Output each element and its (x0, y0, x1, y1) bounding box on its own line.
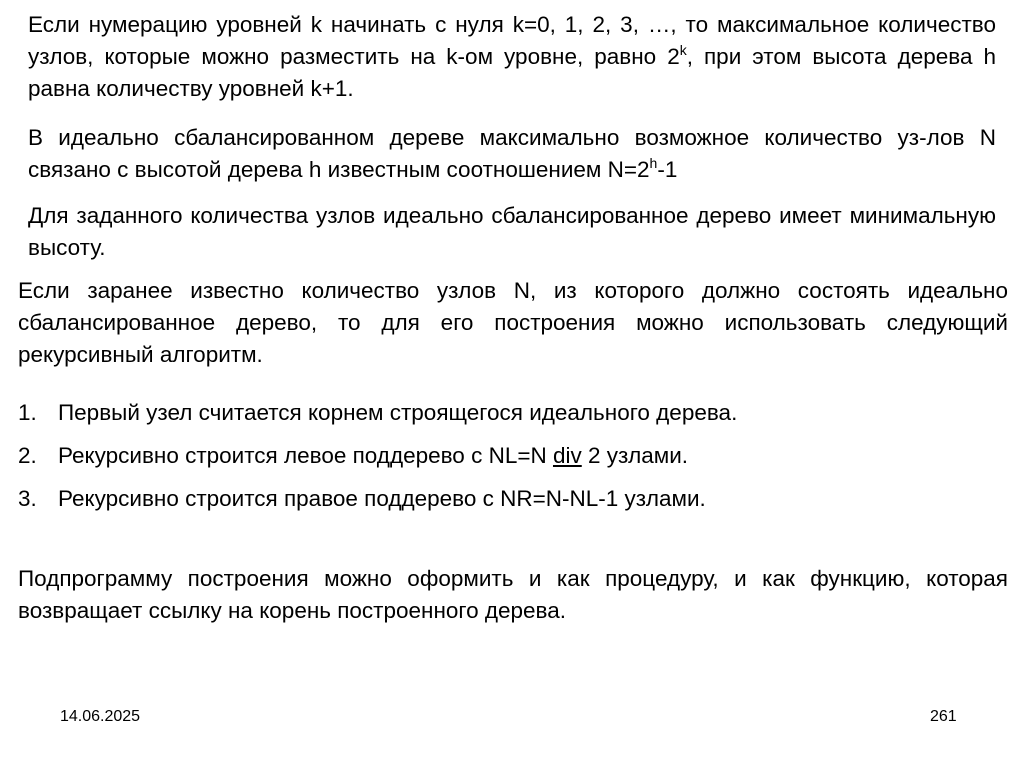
footer-date: 14.06.2025 (60, 708, 141, 725)
paragraph-subprogram: Подпрограмму построения можно оформить и как процедуру, и как функцию, которая возвращает ссылку на корень построенного дерева. (18, 566, 1008, 623)
paragraph-levels-text-b: , при этом высота дерева h равна количеству уровней k+1. (28, 44, 996, 101)
list-item-number: 1. (18, 400, 37, 425)
list-item-text: Рекурсивно строится правое поддерево с NR=N-NL-1 узлами. (58, 486, 706, 511)
paragraph-min-height: Для заданного количества узлов идеально сбалансированное дерево имеет минимальную высоту. (28, 203, 996, 260)
list-item (18, 440, 1008, 472)
paragraph-balanced-text-a: В идеально сбалансированном дереве максимально возможное количество уз-лов N связано с высотой дерева h известным соотношением N=2 (28, 125, 996, 182)
div-operator: div (552, 443, 582, 468)
paragraph-levels (28, 9, 996, 105)
superscript-h: h (649, 155, 658, 171)
list-item-text-a: Рекурсивно строится левое поддерево с NL=N (58, 443, 553, 468)
list-item (18, 483, 1008, 515)
paragraph-algorithm-intro: Если заранее известно количество узлов N, из которого должно состоять идеально сбалансированное дерево, то для его построения можно использовать следующий рекурсивный алгоритм. (18, 278, 1008, 367)
paragraph-balanced-text-b: -1 (657, 157, 678, 182)
list-item-number: 2. (18, 443, 37, 468)
list-item-text (58, 440, 688, 472)
superscript-k: k (679, 42, 687, 58)
list-item-text: Первый узел считается корнем строящегося идеального дерева. (58, 400, 738, 425)
list-item (18, 397, 1008, 429)
algorithm-steps-list (18, 397, 1008, 526)
footer-page-number: 261 (930, 708, 957, 725)
list-item-number: 3. (18, 486, 37, 511)
paragraph-balanced-formula (28, 122, 996, 186)
list-item-text-b: 2 узлами. (581, 443, 689, 468)
paragraph-levels-text-a: Если нумерацию уровней k начинать с нуля k=0, 1, 2, 3, …, то максимальное количество узлов, которые можно разместить на k-ом уровне, равно 2 (28, 12, 996, 69)
